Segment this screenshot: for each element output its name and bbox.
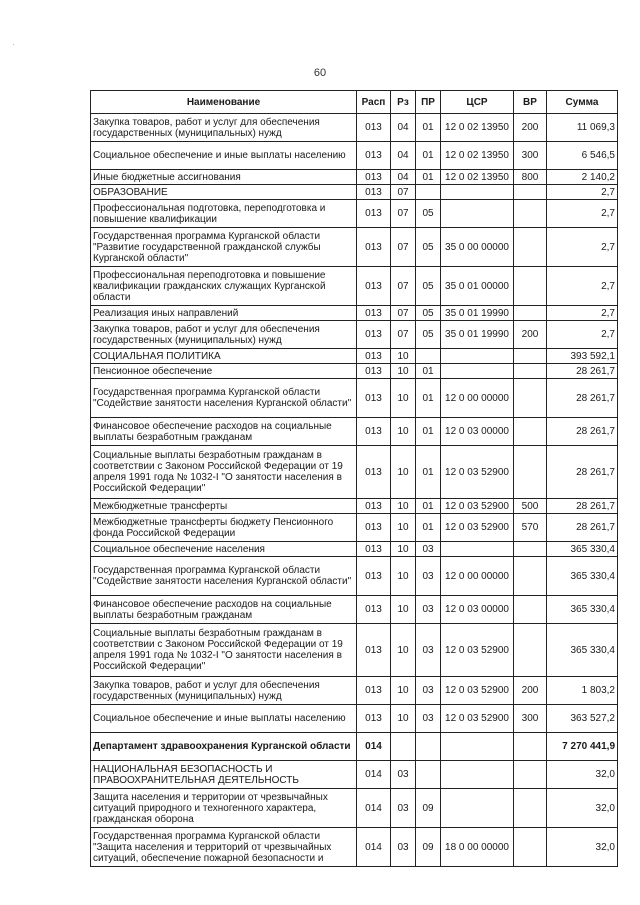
table-row — [91, 733, 618, 761]
cell-vr: 570 — [514, 514, 547, 542]
table-row — [91, 364, 618, 379]
table-row — [91, 761, 618, 789]
table-row — [91, 542, 618, 557]
table-row — [91, 185, 618, 200]
cell-name: Государственная программа Курганской области "Содействие занятости населения Курганской области" — [91, 379, 357, 418]
cell-sum: 28 261,7 — [547, 446, 618, 499]
cell-name: Социальное обеспечение и иные выплаты населению — [91, 705, 357, 733]
cell-rz: 03 — [391, 761, 416, 789]
cell-pr: 01 — [416, 142, 441, 170]
cell-rasp: 013 — [357, 364, 391, 379]
table-row — [91, 142, 618, 170]
header-name: Наименование — [91, 91, 357, 114]
cell-pr: 01 — [416, 418, 441, 446]
table-row — [91, 446, 618, 499]
cell-name: Государственная программа Курганской области "Защита населения и территорий от чрезвычайных ситуаций, обеспечение пожарной безопасности и — [91, 828, 357, 867]
cell-csr: 35 0 01 00000 — [441, 267, 514, 306]
cell-csr — [441, 733, 514, 761]
cell-rz: 10 — [391, 349, 416, 364]
cell-vr — [514, 379, 547, 418]
cell-rasp: 013 — [357, 705, 391, 733]
cell-sum: 2,7 — [547, 200, 618, 228]
cell-rasp: 013 — [357, 677, 391, 705]
cell-rz: 07 — [391, 306, 416, 321]
cell-sum: 363 527,2 — [547, 705, 618, 733]
cell-vr: 800 — [514, 170, 547, 185]
table-row — [91, 789, 618, 828]
cell-sum: 2,7 — [547, 306, 618, 321]
cell-rz: 10 — [391, 364, 416, 379]
cell-name: Социальные выплаты безработным гражданам в соответствии с Законом Российской Федерации от 19 апреля 1991 года № 1032-I "О занятости населения в Российской Федерации" — [91, 446, 357, 499]
cell-vr: 300 — [514, 705, 547, 733]
cell-vr — [514, 228, 547, 267]
cell-rz: 07 — [391, 321, 416, 349]
cell-rasp: 013 — [357, 170, 391, 185]
cell-name: Реализация иных направлений — [91, 306, 357, 321]
cell-sum: 11 069,3 — [547, 114, 618, 142]
cell-csr: 12 0 02 13950 — [441, 142, 514, 170]
cell-vr — [514, 306, 547, 321]
cell-rz: 04 — [391, 170, 416, 185]
cell-csr: 12 0 03 52900 — [441, 499, 514, 514]
header-csr: ЦСР — [441, 91, 514, 114]
cell-sum: 28 261,7 — [547, 364, 618, 379]
table-row — [91, 828, 618, 867]
page-number: 60 — [313, 67, 327, 79]
header-pr: ПР — [416, 91, 441, 114]
cell-csr — [441, 542, 514, 557]
cell-pr: 05 — [416, 228, 441, 267]
cell-csr: 12 0 02 13950 — [441, 170, 514, 185]
cell-name: Закупка товаров, работ и услуг для обеспечения государственных (муниципальных) нужд — [91, 321, 357, 349]
cell-rz: 10 — [391, 514, 416, 542]
cell-sum: 2,7 — [547, 321, 618, 349]
cell-pr: 03 — [416, 624, 441, 677]
cell-vr — [514, 624, 547, 677]
cell-name: Департамент здравоохранения Курганской области — [91, 733, 357, 761]
cell-csr — [441, 185, 514, 200]
cell-rz: 10 — [391, 705, 416, 733]
table-row — [91, 624, 618, 677]
cell-vr — [514, 267, 547, 306]
table-row — [91, 379, 618, 418]
cell-pr — [416, 761, 441, 789]
cell-name: Закупка товаров, работ и услуг для обеспечения государственных (муниципальных) нужд — [91, 114, 357, 142]
table-row — [91, 514, 618, 542]
cell-rz: 10 — [391, 499, 416, 514]
cell-csr: 12 0 00 00000 — [441, 557, 514, 596]
cell-sum: 365 330,4 — [547, 557, 618, 596]
cell-pr: 01 — [416, 446, 441, 499]
cell-pr: 01 — [416, 114, 441, 142]
header-rz: Рз — [391, 91, 416, 114]
cell-sum: 1 803,2 — [547, 677, 618, 705]
table-row — [91, 321, 618, 349]
cell-name: Социальное обеспечение и иные выплаты населению — [91, 142, 357, 170]
cell-sum: 28 261,7 — [547, 499, 618, 514]
cell-sum: 28 261,7 — [547, 379, 618, 418]
cell-rz: 10 — [391, 446, 416, 499]
cell-rasp: 013 — [357, 321, 391, 349]
cell-sum: 7 270 441,9 — [547, 733, 618, 761]
cell-csr: 35 0 01 19990 — [441, 306, 514, 321]
table-row — [91, 228, 618, 267]
cell-rz: 07 — [391, 267, 416, 306]
header-rasp: Расп — [357, 91, 391, 114]
cell-rz: 10 — [391, 418, 416, 446]
cell-rz: 10 — [391, 542, 416, 557]
cell-sum: 28 261,7 — [547, 418, 618, 446]
table-body — [91, 114, 618, 867]
cell-name: Закупка товаров, работ и услуг для обеспечения государственных (муниципальных) нужд — [91, 677, 357, 705]
cell-pr — [416, 185, 441, 200]
cell-pr: 05 — [416, 200, 441, 228]
table-row — [91, 114, 618, 142]
cell-name: Пенсионное обеспечение — [91, 364, 357, 379]
cell-pr: 05 — [416, 306, 441, 321]
cell-vr — [514, 828, 547, 867]
table-row — [91, 349, 618, 364]
cell-rasp: 013 — [357, 349, 391, 364]
cell-sum: 2 140,2 — [547, 170, 618, 185]
cell-pr — [416, 349, 441, 364]
cell-csr: 12 0 02 13950 — [441, 114, 514, 142]
cell-csr: 35 0 01 19990 — [441, 321, 514, 349]
header-sum: Сумма — [547, 91, 618, 114]
cell-name: Профессиональная подготовка, переподготовка и повышение квалификации — [91, 200, 357, 228]
cell-csr: 35 0 00 00000 — [441, 228, 514, 267]
cell-rz: 03 — [391, 828, 416, 867]
cell-csr — [441, 364, 514, 379]
cell-vr — [514, 557, 547, 596]
cell-vr — [514, 542, 547, 557]
cell-csr: 12 0 03 52900 — [441, 514, 514, 542]
cell-sum: 365 330,4 — [547, 624, 618, 677]
cell-rz — [391, 733, 416, 761]
table-row — [91, 200, 618, 228]
cell-pr: 01 — [416, 379, 441, 418]
cell-vr — [514, 789, 547, 828]
cell-name: Финансовое обеспечение расходов на социальные выплаты безработным гражданам — [91, 596, 357, 624]
cell-sum: 365 330,4 — [547, 596, 618, 624]
cell-vr — [514, 761, 547, 789]
cell-name: Межбюджетные трансферты бюджету Пенсионного фонда Российской Федерации — [91, 514, 357, 542]
table-row — [91, 306, 618, 321]
cell-rasp: 013 — [357, 557, 391, 596]
cell-rasp: 013 — [357, 200, 391, 228]
cell-rz: 04 — [391, 114, 416, 142]
cell-pr: 03 — [416, 557, 441, 596]
cell-pr: 01 — [416, 170, 441, 185]
cell-rasp: 013 — [357, 379, 391, 418]
cell-csr: 12 0 00 00000 — [441, 379, 514, 418]
cell-vr: 300 — [514, 142, 547, 170]
budget-table — [90, 90, 618, 867]
cell-pr: 03 — [416, 677, 441, 705]
cell-name: СОЦИАЛЬНАЯ ПОЛИТИКА — [91, 349, 357, 364]
cell-csr: 18 0 00 00000 — [441, 828, 514, 867]
cell-rasp: 014 — [357, 761, 391, 789]
cell-pr: 09 — [416, 828, 441, 867]
cell-rasp: 013 — [357, 514, 391, 542]
cell-vr — [514, 733, 547, 761]
cell-pr: 05 — [416, 321, 441, 349]
cell-sum: 2,7 — [547, 185, 618, 200]
cell-sum: 32,0 — [547, 828, 618, 867]
cell-vr — [514, 418, 547, 446]
cell-vr — [514, 349, 547, 364]
cell-pr: 01 — [416, 499, 441, 514]
cell-name: Социальные выплаты безработным гражданам в соответствии с Законом Российской Федерации от 19 апреля 1991 года № 1032-I "О занятости населения в Российской Федерации" — [91, 624, 357, 677]
cell-pr: 03 — [416, 596, 441, 624]
cell-pr: 01 — [416, 364, 441, 379]
cell-rz: 10 — [391, 557, 416, 596]
scan-mark: · — [12, 40, 15, 49]
cell-rz: 10 — [391, 379, 416, 418]
cell-rz: 07 — [391, 185, 416, 200]
table-row — [91, 267, 618, 306]
cell-rasp: 013 — [357, 499, 391, 514]
cell-name: Финансовое обеспечение расходов на социальные выплаты безработным гражданам — [91, 418, 357, 446]
cell-csr — [441, 789, 514, 828]
cell-rasp: 014 — [357, 828, 391, 867]
cell-csr — [441, 349, 514, 364]
cell-vr: 200 — [514, 677, 547, 705]
cell-rasp: 013 — [357, 596, 391, 624]
cell-rasp: 014 — [357, 789, 391, 828]
cell-name: ОБРАЗОВАНИЕ — [91, 185, 357, 200]
cell-sum: 365 330,4 — [547, 542, 618, 557]
cell-rasp: 013 — [357, 267, 391, 306]
cell-rasp: 014 — [357, 733, 391, 761]
cell-rz: 04 — [391, 142, 416, 170]
cell-sum: 6 546,5 — [547, 142, 618, 170]
cell-vr: 500 — [514, 499, 547, 514]
header-row — [91, 91, 618, 114]
cell-rasp: 013 — [357, 306, 391, 321]
cell-rz: 10 — [391, 596, 416, 624]
cell-csr: 12 0 03 00000 — [441, 418, 514, 446]
cell-pr: 09 — [416, 789, 441, 828]
cell-pr — [416, 733, 441, 761]
cell-rasp: 013 — [357, 418, 391, 446]
cell-sum: 2,7 — [547, 228, 618, 267]
cell-name: Межбюджетные трансферты — [91, 499, 357, 514]
cell-name: НАЦИОНАЛЬНАЯ БЕЗОПАСНОСТЬ И ПРАВООХРАНИТЕЛЬНАЯ ДЕЯТЕЛЬНОСТЬ — [91, 761, 357, 789]
cell-vr — [514, 446, 547, 499]
cell-rasp: 013 — [357, 228, 391, 267]
cell-name: Государственная программа Курганской области "Содействие занятости населения Курганской области" — [91, 557, 357, 596]
cell-sum: 393 592,1 — [547, 349, 618, 364]
cell-name: Профессиональная переподготовка и повышение квалификации гражданских служащих Курганской области — [91, 267, 357, 306]
table-row — [91, 677, 618, 705]
cell-rasp: 013 — [357, 624, 391, 677]
cell-pr: 05 — [416, 267, 441, 306]
cell-rz: 07 — [391, 200, 416, 228]
cell-csr: 12 0 03 52900 — [441, 705, 514, 733]
table-row — [91, 418, 618, 446]
cell-sum: 32,0 — [547, 789, 618, 828]
cell-rz: 03 — [391, 789, 416, 828]
cell-sum: 32,0 — [547, 761, 618, 789]
cell-rasp: 013 — [357, 542, 391, 557]
cell-csr: 12 0 03 52900 — [441, 677, 514, 705]
cell-pr: 03 — [416, 542, 441, 557]
table-row — [91, 499, 618, 514]
cell-vr — [514, 364, 547, 379]
header-vr: ВР — [514, 91, 547, 114]
cell-rz: 10 — [391, 677, 416, 705]
cell-csr: 12 0 03 52900 — [441, 446, 514, 499]
table-row — [91, 557, 618, 596]
cell-vr: 200 — [514, 114, 547, 142]
cell-name: Социальное обеспечение населения — [91, 542, 357, 557]
cell-sum: 2,7 — [547, 267, 618, 306]
cell-name: Защита населения и территории от чрезвычайных ситуаций природного и техногенного характера, гражданская оборона — [91, 789, 357, 828]
cell-vr — [514, 596, 547, 624]
cell-pr: 01 — [416, 514, 441, 542]
cell-rasp: 013 — [357, 142, 391, 170]
cell-sum: 28 261,7 — [547, 514, 618, 542]
cell-vr — [514, 200, 547, 228]
cell-vr: 200 — [514, 321, 547, 349]
cell-rasp: 013 — [357, 446, 391, 499]
cell-csr: 12 0 03 00000 — [441, 596, 514, 624]
cell-rz: 10 — [391, 624, 416, 677]
cell-csr — [441, 761, 514, 789]
table-row — [91, 705, 618, 733]
cell-name: Государственная программа Курганской области "Развитие государственной гражданской службы Курганской области" — [91, 228, 357, 267]
cell-rasp: 013 — [357, 185, 391, 200]
table-row — [91, 170, 618, 185]
cell-rz: 07 — [391, 228, 416, 267]
cell-csr — [441, 200, 514, 228]
table-row — [91, 596, 618, 624]
cell-pr: 03 — [416, 705, 441, 733]
cell-csr: 12 0 03 52900 — [441, 624, 514, 677]
cell-vr — [514, 185, 547, 200]
cell-rasp: 013 — [357, 114, 391, 142]
cell-name: Иные бюджетные ассигнования — [91, 170, 357, 185]
